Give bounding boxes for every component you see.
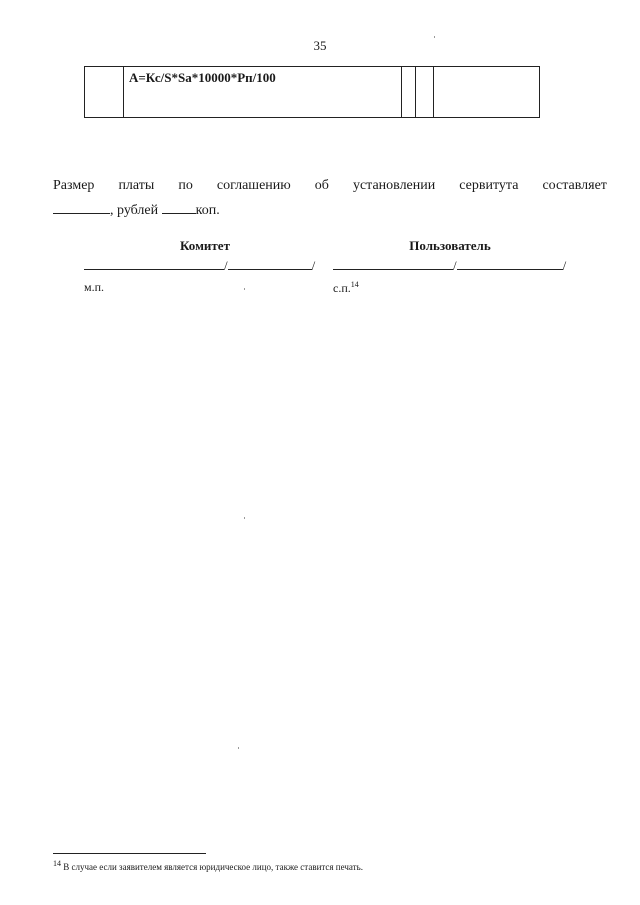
paragraph-word: об bbox=[314, 178, 329, 193]
paragraph-word: по bbox=[178, 178, 193, 193]
user-signature-blank bbox=[333, 257, 453, 270]
footnote-reference: 14 bbox=[350, 280, 359, 289]
kopecks-label: коп. bbox=[195, 203, 220, 218]
paragraph-word: Размер bbox=[53, 178, 95, 193]
footnote-text: В случае если заявителем является юридическое лицо, также ставится печать. bbox=[61, 862, 363, 872]
user-heading: Пользователь bbox=[409, 238, 491, 253]
committee-stamp-label: м.п. bbox=[84, 280, 105, 294]
committee-end-separator: / bbox=[311, 258, 316, 273]
footnote-marker: 14 bbox=[53, 859, 61, 868]
table-column-divider bbox=[123, 67, 124, 117]
scan-speck bbox=[238, 747, 239, 749]
committee-signature-blank bbox=[84, 257, 224, 270]
paragraph-word: установлении bbox=[352, 178, 436, 193]
formula-table bbox=[84, 66, 540, 118]
footnote bbox=[53, 859, 363, 872]
footnote-divider bbox=[53, 853, 206, 854]
user-name-blank bbox=[457, 257, 563, 270]
user-stamp-label bbox=[333, 280, 359, 296]
committee-signature-line bbox=[84, 257, 315, 274]
paragraph-word: соглашению bbox=[216, 178, 291, 193]
user-end-separator: / bbox=[562, 258, 567, 273]
rubles-blank bbox=[53, 201, 110, 214]
user-signature-line bbox=[333, 257, 566, 274]
table-column-divider bbox=[401, 67, 402, 117]
paragraph-word: сервитута bbox=[459, 178, 519, 193]
committee-separator: / bbox=[224, 258, 228, 273]
user-separator: / bbox=[453, 258, 457, 273]
paragraph-word: составляет bbox=[542, 178, 607, 193]
table-column-divider bbox=[415, 67, 416, 117]
rubles-label: , рублей bbox=[110, 203, 159, 218]
fee-paragraph-line bbox=[53, 178, 607, 194]
scan-speck bbox=[434, 36, 435, 38]
scan-speck bbox=[244, 288, 245, 290]
table-column-divider bbox=[433, 67, 434, 117]
fee-amount-line bbox=[53, 201, 220, 219]
page-number: 35 bbox=[313, 38, 327, 53]
fee-formula: A=Кс/S*Sa*10000*Рп/100 bbox=[129, 70, 276, 85]
kopecks-blank bbox=[162, 201, 196, 214]
user-stamp-text: с.п. bbox=[333, 281, 351, 295]
scan-speck bbox=[244, 517, 245, 519]
committee-name-blank bbox=[228, 257, 312, 270]
committee-heading: Комитет bbox=[180, 238, 230, 253]
paragraph-word: платы bbox=[118, 178, 155, 193]
